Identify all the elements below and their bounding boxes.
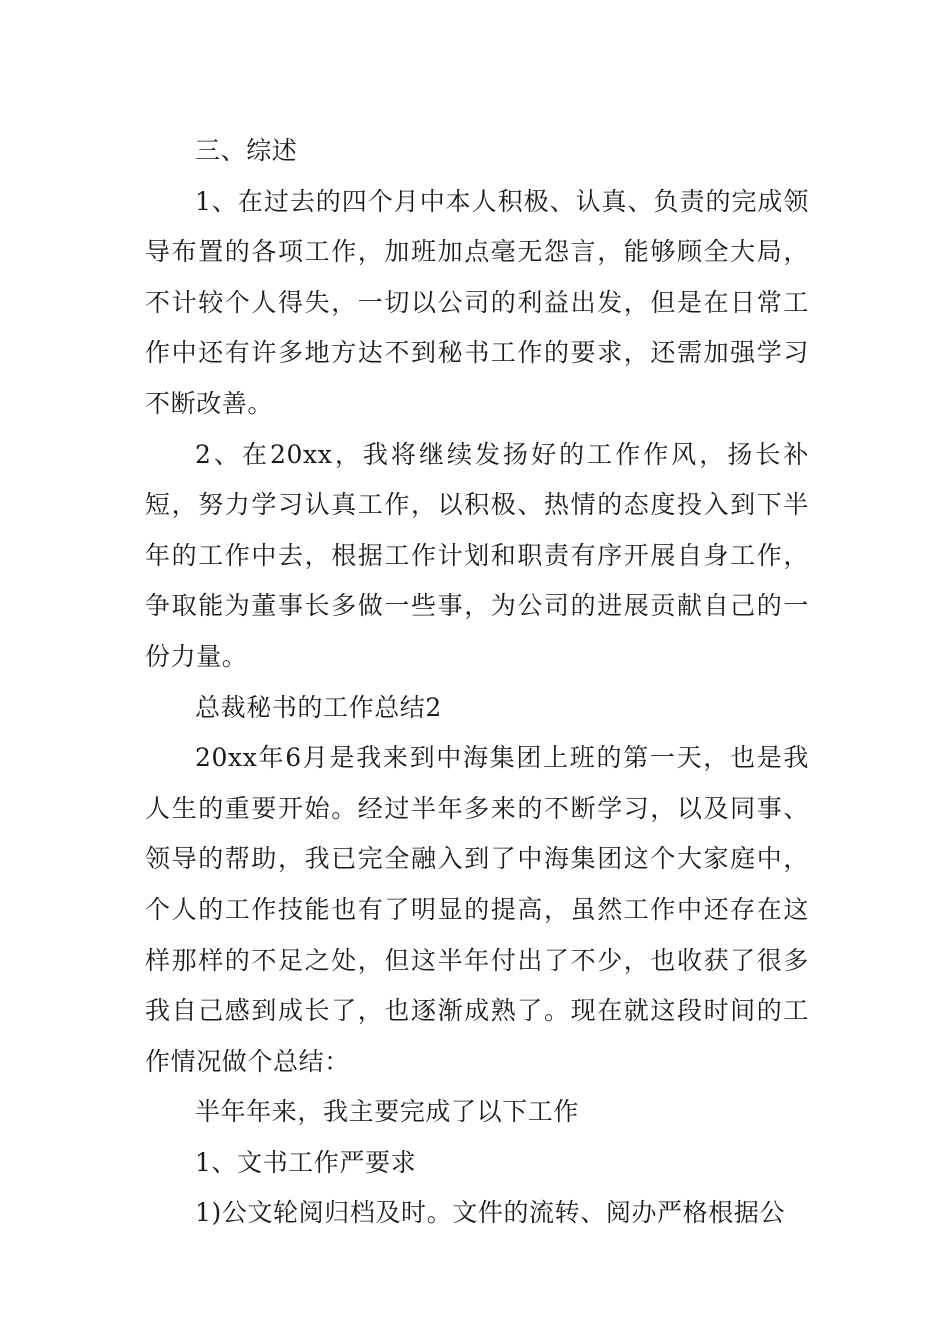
paragraph-item-1: 1、在过去的四个月中本人积极、认真、负责的完成领导布置的各项工作，加班加点毫无怨言，能够顾全大局，不计较个人得失，一切以公司的利益出发，但是在日常工作中还有许多地方达不到秘书工作的要求，还需加强学习不断改善。 [145, 186, 809, 418]
subheading-document-work: 1、文书工作严要求 [195, 1147, 417, 1177]
paragraph-item-2: 2、在20xx，我将继续发扬好的工作作风，扬长补短，努力学习认真工作，以积极、热情的态度投入到下半年的工作中去，根据工作计划和职责有序开展自身工作，争取能为董事长多做一些事，为公司的进展贡献自己的一份力量。 [145, 439, 809, 671]
section-heading-summary: 三、综述 [195, 136, 298, 165]
document-body [145, 126, 809, 1239]
paragraph-document-circulation: 1)公文轮阅归档及时。文件的流转、阅办严格根据公 [195, 1198, 786, 1228]
paragraph-work-list-intro: 半年年来，我主要完成了以下工作 [195, 1097, 580, 1127]
paragraph-intro: 20xx年6月是我来到中海集团上班的第一天，也是我人生的重要开始。经过半年多来的不断学习，以及同事、领导的帮助，我已完全融入到了中海集团这个大家庭中，个人的工作技能也有了明显的提高，虽然工作中还存在这样那样的不足之处，但这半年付出了不少，也收获了很多我自己感到成长了，也逐渐成熟了。现在就这段时间的工作情况做个总结： [145, 743, 809, 1076]
document-title-2: 总裁秘书的工作总结2 [195, 692, 442, 722]
